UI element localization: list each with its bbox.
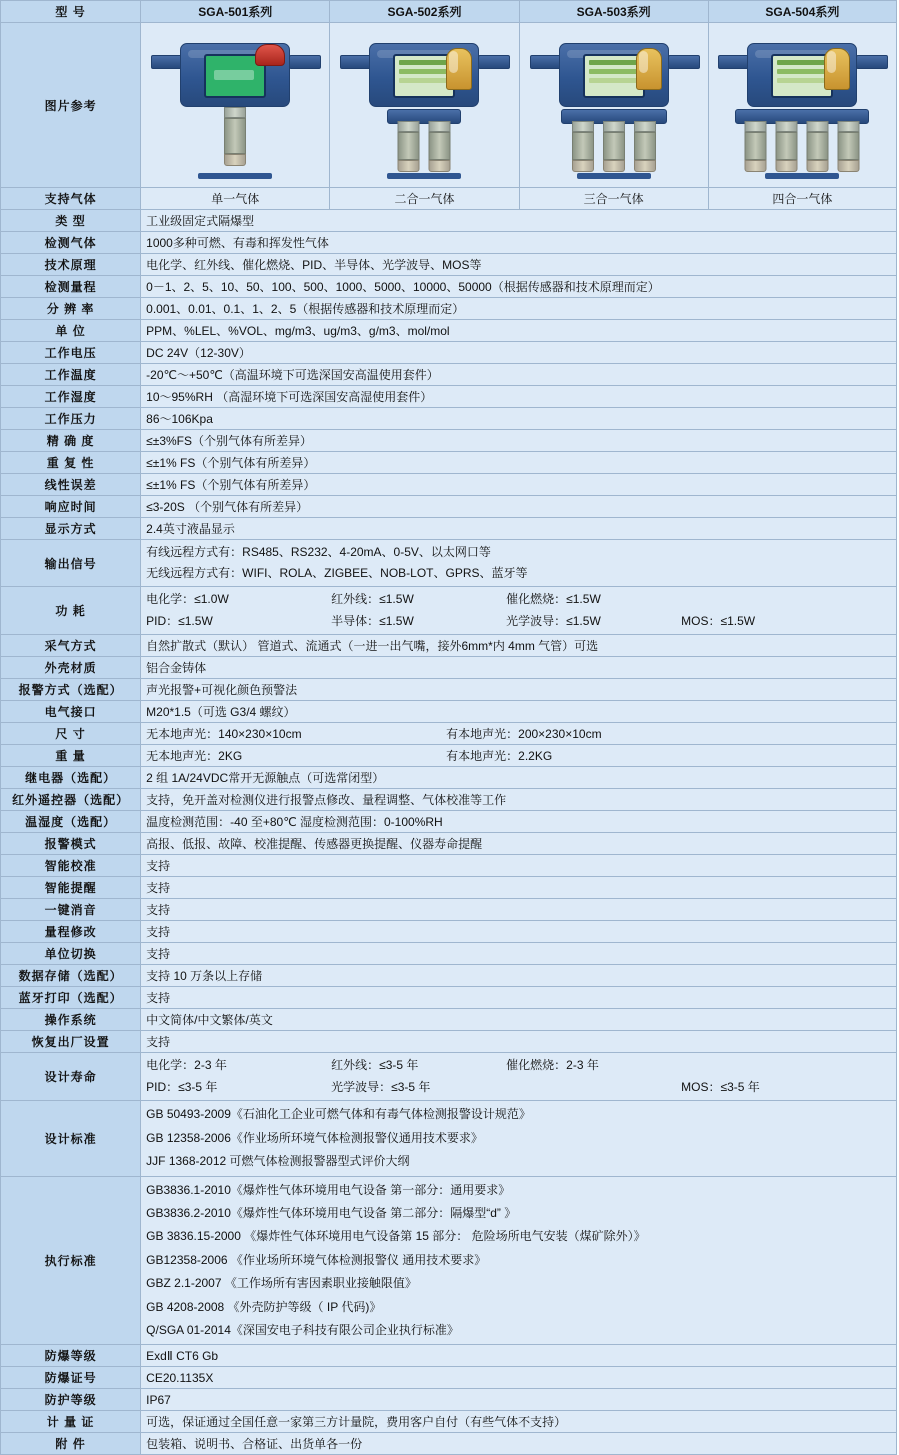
row-label-sampling: 采气方式 [1, 635, 141, 657]
row-value-voltage: DC 24V（12-30V） [141, 342, 897, 364]
row-value-detect-gas: 1000多种可燃、有毒和挥发性气体 [141, 232, 897, 254]
table-row-one-key-mute [1, 899, 897, 921]
row-value-electrical-interface: M20*1.5（可选 G3/4 螺纹） [141, 701, 897, 723]
lifetime-key-mos: MOS： [681, 1079, 721, 1094]
design-standard-line-2: GB 12358-2006《作业场所环境气体检测报警仪通用技术要求》 [146, 1130, 483, 1145]
row-label-accessories: 附 件 [1, 1433, 141, 1455]
row-label-linearity: 线性误差 [1, 474, 141, 496]
mount-arm-right-icon [289, 55, 321, 69]
row-value-weight [141, 745, 897, 767]
table-row-range [1, 276, 897, 298]
row-label-principle: 技术原理 [1, 254, 141, 276]
table-row-smart-calibration [1, 855, 897, 877]
row-label-gas-support: 支持气体 [1, 188, 141, 210]
lifetime-val-catalytic: 2-3 年 [566, 1058, 599, 1073]
product-image-4 [708, 23, 896, 188]
sensor-group-2 [398, 121, 451, 172]
table-row-electrical-interface [1, 701, 897, 723]
product-image-3 [519, 23, 708, 188]
row-label-operating-system: 操作系统 [1, 1009, 141, 1031]
gas-detector-icon [559, 43, 669, 107]
row-label-electrical-interface: 电气接口 [1, 701, 141, 723]
mount-arm-left-icon [340, 55, 372, 69]
power-key-waveguide: 光学波导： [506, 613, 567, 628]
row-value-design-standard [141, 1101, 897, 1176]
row-value-operating-system: 中文简体/中文繁体/英文 [141, 1009, 897, 1031]
product-image-1 [141, 23, 330, 188]
table-row-housing-material [1, 657, 897, 679]
device-base-icon [387, 173, 461, 179]
table-row-design-standard [1, 1101, 897, 1176]
row-value-accuracy: ≤±3%FS（个别气体有所差异） [141, 430, 897, 452]
row-label-ip-rating: 防护等级 [1, 1389, 141, 1411]
table-row-unit [1, 320, 897, 342]
row-label-resolution: 分 辨 率 [1, 298, 141, 320]
mount-arm-right-icon [668, 55, 700, 69]
row-value-relay: 2 组 1A/24VDC常开无源触点（可选常闭型） [141, 767, 897, 789]
model-header-3: SGA-503系列 [519, 1, 708, 23]
row-label-ir-remote: 红外遥控器（选配） [1, 789, 141, 811]
row-label-repeatability: 重 复 性 [1, 452, 141, 474]
row-label-factory-reset: 恢复出厂设置 [1, 1031, 141, 1053]
row-value-smart-reminder: 支持 [141, 877, 897, 899]
sensor-group-1 [224, 107, 246, 166]
row-label-alarm-type: 报警方式（选配） [1, 679, 141, 701]
sensor-probe-icon [634, 121, 656, 172]
power-val-catalytic: ≤1.5W [566, 592, 601, 606]
power-val-echem: ≤1.0W [194, 592, 229, 606]
row-value-type: 工业级固定式隔爆型 [141, 210, 897, 232]
row-value-humidity: 10～95%RH （高湿环境下可选深国安高湿使用套件） [141, 386, 897, 408]
row-label-response-time: 响应时间 [1, 496, 141, 518]
row-value-power [141, 587, 897, 635]
table-row-accuracy [1, 430, 897, 452]
power-val-semi: ≤1.5W [379, 613, 414, 628]
mount-arm-right-icon [478, 55, 510, 69]
lifetime-key-echem: 电化学： [146, 1058, 195, 1073]
row-value-sampling: 自然扩散式（默认） 管道式、流通式（一进一出气嘴，接外6mm*内 4mm 气管）可选 [141, 635, 897, 657]
row-value-display: 2.4英寸液晶显示 [141, 518, 897, 540]
table-row-alarm-type [1, 679, 897, 701]
row-label-size: 尺 寸 [1, 723, 141, 745]
row-value-ir-remote: 支持，免开盖对检测仪进行报警点修改、量程调整、气体校准等工作 [141, 789, 897, 811]
sensor-probe-icon [224, 107, 246, 166]
table-row-metrology-cert [1, 1411, 897, 1433]
row-value-ip-rating: IP67 [141, 1389, 897, 1411]
lifetime-key-waveguide: 光学波导： [331, 1079, 392, 1094]
row-label-type: 类 型 [1, 210, 141, 232]
row-label-smart-reminder: 智能提醒 [1, 877, 141, 899]
table-row-temp-humidity-option [1, 811, 897, 833]
row-label-ex-rating: 防爆等级 [1, 1345, 141, 1367]
row-label-bluetooth-print: 蓝牙打印（选配） [1, 987, 141, 1009]
table-row-response-time [1, 496, 897, 518]
mount-arm-left-icon [151, 55, 183, 69]
size-with-alarm: 有本地声光：200×230×10cm [446, 727, 602, 742]
table-row-operating-system [1, 1009, 897, 1031]
row-label-design-standard: 设计标准 [1, 1101, 141, 1176]
power-val-mos: ≤1.5W [720, 613, 756, 628]
row-label-design-lifetime: 设计寿命 [1, 1053, 141, 1101]
row-label-accuracy: 精 确 度 [1, 430, 141, 452]
table-row-output-signal [1, 540, 897, 587]
power-val-ir: ≤1.5W [379, 592, 414, 606]
sensor-probe-icon [572, 121, 594, 172]
power-key-ir: 红外线： [331, 592, 380, 606]
row-label-voltage: 工作电压 [1, 342, 141, 364]
table-row-data-storage [1, 965, 897, 987]
row-label-one-key-mute: 一键消音 [1, 899, 141, 921]
row-value-repeatability: ≤±1% FS（个别气体有所差异） [141, 452, 897, 474]
exec-standard-line-6: GB 4208-2008 《外壳防护等级（ IP 代码)》 [146, 1299, 382, 1314]
row-value-design-lifetime [141, 1053, 897, 1101]
row-label-metrology-cert: 计 量 证 [1, 1411, 141, 1433]
sensor-probe-icon [807, 121, 829, 172]
row-value-alarm-type: 声光报警+可视化颜色预警法 [141, 679, 897, 701]
lifetime-key-ir: 红外线： [331, 1058, 380, 1073]
table-row-resolution [1, 298, 897, 320]
mount-arm-left-icon [718, 55, 750, 69]
row-value-metrology-cert: 可选，保证通过全国任意一家第三方计量院，费用客户自付（有些气体不支持） [141, 1411, 897, 1433]
table-row-repeatability [1, 452, 897, 474]
row-value-alarm-mode: 高报、低报、故障、校准提醒、传感器更换提醒、仪器寿命提醒 [141, 833, 897, 855]
row-label-range: 检测量程 [1, 276, 141, 298]
row-value-bluetooth-print: 支持 [141, 987, 897, 1009]
row-value-principle: 电化学、红外线、催化燃烧、PID、半导体、光学波导、MOS等 [141, 254, 897, 276]
row-value-accessories: 包装箱、说明书、合格证、出货单各一份 [141, 1433, 897, 1455]
table-row-sampling [1, 635, 897, 657]
model-header-4: SGA-504系列 [708, 1, 896, 23]
row-value-pressure: 86～106Kpa [141, 408, 897, 430]
product-image-2 [330, 23, 519, 188]
alarm-lamp-icon [446, 48, 472, 90]
row-label-range-modify: 量程修改 [1, 921, 141, 943]
lifetime-key-catalytic: 催化燃烧： [506, 1058, 567, 1073]
table-row-temperature [1, 364, 897, 386]
gas-detector-icon [180, 43, 290, 107]
lifetime-key-pid: PID： [146, 1079, 179, 1094]
table-row-exec-standard [1, 1176, 897, 1345]
row-value-unit-switch: 支持 [141, 943, 897, 965]
row-value-output-signal [141, 540, 897, 587]
table-row-accessories [1, 1433, 897, 1455]
row-value-data-storage: 支持 10 万条以上存储 [141, 965, 897, 987]
power-key-semi: 半导体： [331, 613, 380, 628]
lifetime-val-mos: ≤3-5 年 [720, 1079, 760, 1094]
gas-detector-icon [369, 43, 479, 107]
table-row-ir-remote [1, 789, 897, 811]
table-row-alarm-mode [1, 833, 897, 855]
row-label-unit-switch: 单位切换 [1, 943, 141, 965]
table-row-display [1, 518, 897, 540]
row-label-power: 功 耗 [1, 587, 141, 635]
row-value-size [141, 723, 897, 745]
row-value-ex-cert-no: CE20.1135X [141, 1367, 897, 1389]
sensor-probe-icon [776, 121, 798, 172]
power-val-waveguide: ≤1.5W [566, 613, 601, 628]
row-value-exec-standard [141, 1176, 897, 1345]
alarm-lamp-icon [636, 48, 662, 90]
row-label-humidity: 工作湿度 [1, 386, 141, 408]
lifetime-val-ir: ≤3-5 年 [379, 1058, 419, 1073]
table-row-relay [1, 767, 897, 789]
exec-standard-line-1: GB3836.1-2010《爆炸性气体环境用电气设备 第一部分：通用要求》 [146, 1182, 511, 1197]
row-value-response-time: ≤3-20S （个别气体有所差异） [141, 496, 897, 518]
lifetime-val-pid: ≤3-5 年 [178, 1079, 218, 1094]
power-key-pid: PID： [146, 613, 179, 628]
gas-support-value-1: 单一气体 [141, 188, 330, 210]
sensor-probe-icon [429, 121, 451, 172]
row-value-range-modify: 支持 [141, 921, 897, 943]
device-base-icon [765, 173, 839, 179]
model-header-2: SGA-502系列 [330, 1, 519, 23]
output-signal-wired: 有线远程方式有：RS485、RS232、4-20mA、0-5V、以太网口等 [146, 545, 491, 559]
exec-standard-line-7: Q/SGA 01-2014《深国安电子科技有限公司企业执行标准》 [146, 1322, 459, 1337]
power-key-echem: 电化学： [146, 592, 195, 606]
gas-detector-icon [747, 43, 857, 107]
alarm-lamp-icon [255, 44, 285, 66]
row-label-temp-humidity-option: 温湿度（选配） [1, 811, 141, 833]
row-value-housing-material: 铝合金铸体 [141, 657, 897, 679]
row-label-smart-calibration: 智能校准 [1, 855, 141, 877]
row-label-pressure: 工作压力 [1, 408, 141, 430]
power-key-mos: MOS： [681, 613, 721, 628]
row-value-ex-rating: ExdⅡ CT6 Gb [141, 1345, 897, 1367]
table-row-design-lifetime [1, 1053, 897, 1101]
size-without-alarm: 无本地声光：140×230×10cm [146, 727, 302, 742]
row-label-temperature: 工作温度 [1, 364, 141, 386]
table-row-factory-reset [1, 1031, 897, 1053]
sensor-probe-icon [745, 121, 767, 172]
row-label-model: 型 号 [1, 1, 141, 23]
power-key-catalytic: 催化燃烧： [506, 592, 567, 606]
table-row-bluetooth-print [1, 987, 897, 1009]
model-header-1: SGA-501系列 [141, 1, 330, 23]
exec-standard-line-3: GB 3836.15-2000 《爆炸性气体环境用电气设备第 15 部分： 危险场所电气安装（煤矿除外）》 [146, 1229, 646, 1244]
design-standard-line-1: GB 50493-2009《石油化工企业可燃气体和有毒气体检测报警设计规范》 [146, 1107, 531, 1122]
power-val-pid: ≤1.5W [178, 613, 213, 628]
sensor-group-3 [572, 121, 656, 172]
device-base-icon [577, 173, 651, 179]
exec-standard-line-4: GB12358-2006 《作业场所环境气体检测报警仪 通用技术要求》 [146, 1252, 487, 1267]
sensor-group-4 [745, 121, 860, 172]
table-row-range-modify [1, 921, 897, 943]
sensor-probe-icon [603, 121, 625, 172]
row-label-weight: 重 量 [1, 745, 141, 767]
alarm-lamp-icon [824, 48, 850, 90]
mount-arm-right-icon [856, 55, 888, 69]
row-label-ex-cert-no: 防爆证号 [1, 1367, 141, 1389]
lifetime-val-waveguide: ≤3-5 年 [391, 1079, 431, 1094]
table-row-unit-switch [1, 943, 897, 965]
row-value-one-key-mute: 支持 [141, 899, 897, 921]
row-label-detect-gas: 检测气体 [1, 232, 141, 254]
row-value-unit: PPM、%LEL、%VOL、mg/m3、ug/m3、g/m3、mol/mol [141, 320, 897, 342]
row-label-relay: 继电器（选配） [1, 767, 141, 789]
table-row-power [1, 587, 897, 635]
gas-support-value-4: 四合一气体 [708, 188, 896, 210]
table-row-principle [1, 254, 897, 276]
row-label-output-signal: 输出信号 [1, 540, 141, 587]
exec-standard-line-2: GB3836.2-2010《爆炸性气体环境用电气设备 第二部分：隔爆型“d” 》 [146, 1205, 517, 1220]
output-signal-wireless: 无线远程方式有：WIFI、ROLA、ZIGBEE、NOB-LOT、GPRS、蓝牙等 [146, 566, 528, 580]
row-label-alarm-mode: 报警模式 [1, 833, 141, 855]
table-row-image-reference [1, 23, 897, 188]
row-value-temp-humidity-option: 温度检测范围：-40 至+80℃ 湿度检测范围：0-100%RH [141, 811, 897, 833]
exec-standard-line-5: GBZ 2.1-2007 《工作场所有害因素职业接触限值》 [146, 1276, 417, 1291]
row-value-resolution: 0.001、0.01、0.1、1、2、5（根据传感器和技术原理而定） [141, 298, 897, 320]
row-label-image-reference: 图片参考 [1, 23, 141, 188]
row-value-smart-calibration: 支持 [141, 855, 897, 877]
table-row-pressure [1, 408, 897, 430]
row-label-data-storage: 数据存储（选配） [1, 965, 141, 987]
row-label-housing-material: 外壳材质 [1, 657, 141, 679]
lifetime-val-echem: 2-3 年 [194, 1058, 227, 1073]
table-row-gas-support [1, 188, 897, 210]
row-label-display: 显示方式 [1, 518, 141, 540]
sensor-probe-icon [398, 121, 420, 172]
gas-support-value-3: 三合一气体 [519, 188, 708, 210]
table-row-detect-gas [1, 232, 897, 254]
table-row-size [1, 723, 897, 745]
table-row-linearity [1, 474, 897, 496]
table-row-ip-rating [1, 1389, 897, 1411]
table-row-voltage [1, 342, 897, 364]
table-row-weight [1, 745, 897, 767]
row-label-unit: 单 位 [1, 320, 141, 342]
sensor-probe-icon [838, 121, 860, 172]
weight-with-alarm: 有本地声光：2.2KG [446, 749, 553, 764]
gas-support-value-2: 二合一气体 [330, 188, 519, 210]
table-row-type [1, 210, 897, 232]
table-row-humidity [1, 386, 897, 408]
weight-without-alarm: 无本地声光：2KG [146, 749, 243, 764]
row-value-range: 0－1、2、5、10、50、100、500、1000、5000、10000、50000（根据传感器和技术原理而定） [141, 276, 897, 298]
row-value-temperature: -20℃～+50℃（高温环境下可选深国安高温使用套件） [141, 364, 897, 386]
design-standard-line-3: JJF 1368-2012 可燃气体检测报警器型式评价大纲 [146, 1154, 410, 1169]
row-value-linearity: ≤±1% FS（个别气体有所差异） [141, 474, 897, 496]
table-row-smart-reminder [1, 877, 897, 899]
table-row-ex-cert-no [1, 1367, 897, 1389]
mount-arm-left-icon [530, 55, 562, 69]
device-base-icon [198, 173, 272, 179]
table-row-model-header [1, 1, 897, 23]
row-value-factory-reset: 支持 [141, 1031, 897, 1053]
table-row-ex-rating [1, 1345, 897, 1367]
row-label-exec-standard: 执行标准 [1, 1176, 141, 1345]
